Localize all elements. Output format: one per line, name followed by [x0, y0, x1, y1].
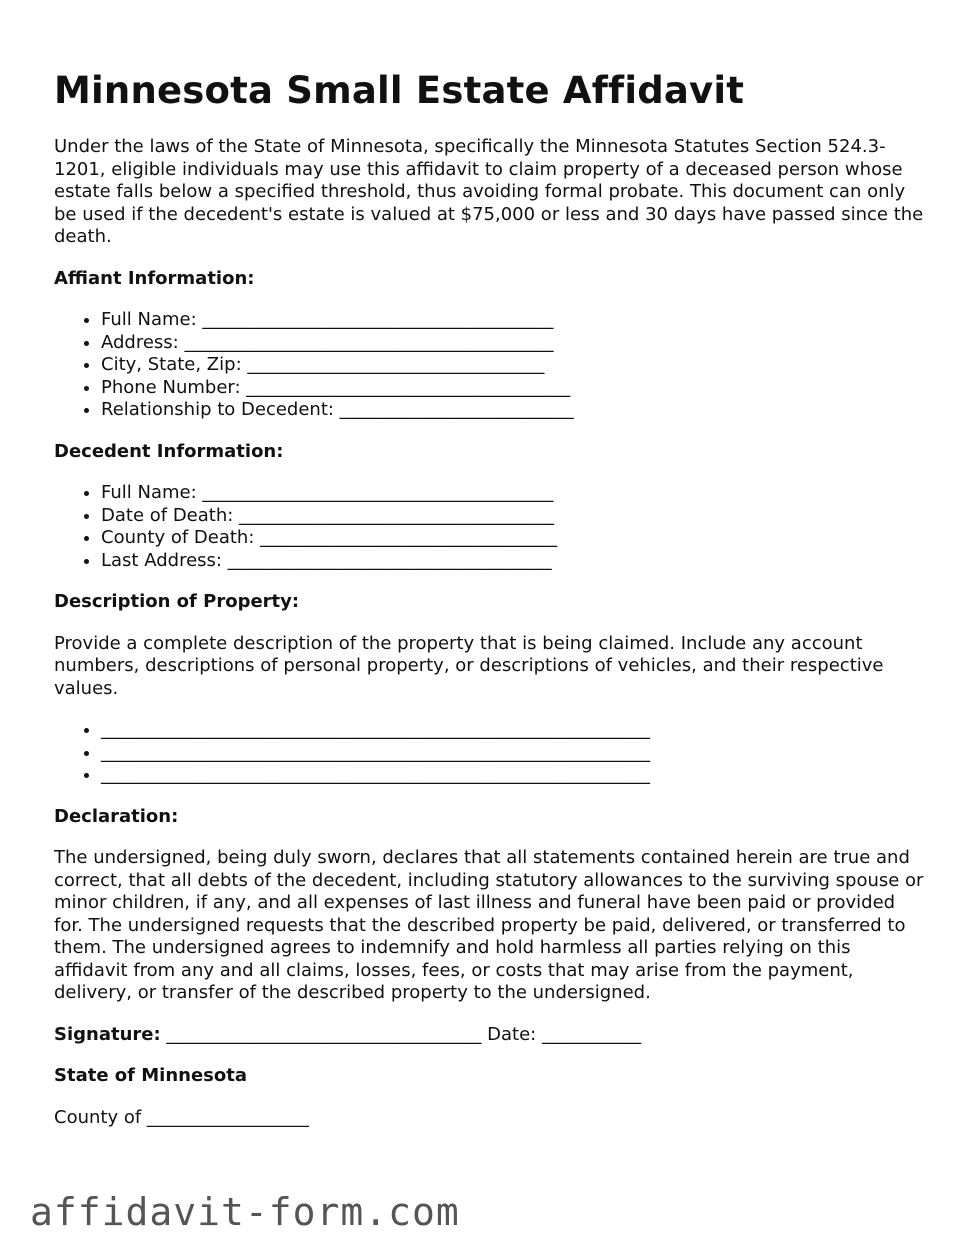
affiant-heading: Affiant Information: [54, 267, 255, 289]
intro-paragraph: Under the laws of the State of Minnesota, specifically the Minnesota Statutes Section 524.3-1201, eligible individuals may use this affidavit to claim property of a deceased person whose estate falls below a specified threshold, thus avoiding formal probate. This document can only be used if the decedent's estate is valued at $75,000 or less and 30 days have passed since the death. [54, 136, 924, 247]
affiant-phone-field[interactable]: • Phone Number: ____________________________________ [101, 377, 924, 400]
property-line-2[interactable]: • _____________________________________________________________ [101, 742, 924, 765]
date-label: Date: [487, 1023, 537, 1045]
watermark-logo: affidavit-form.com [30, 1190, 460, 1234]
document-page [54, 62, 924, 1148]
affiant-list [54, 309, 924, 422]
county-row [54, 1107, 924, 1130]
property-heading: Description of Property: [54, 591, 300, 612]
decedent-full-name-field[interactable]: • Full Name: _______________________________________ [101, 482, 924, 505]
decedent-heading: Decedent Information: [54, 440, 284, 462]
affiant-address-field[interactable]: • Address: _________________________________________ [101, 332, 924, 355]
affiant-relationship-field[interactable]: • Relationship to Decedent: __________________________ [101, 399, 924, 422]
affiant-full-name-field[interactable]: • Full Name: _______________________________________ [101, 309, 924, 332]
notary-state-heading: State of Minnesota [54, 1065, 248, 1086]
date-field[interactable]: ___________ [536, 1023, 641, 1045]
property-instructions: Provide a complete description of the property that is being claimed. Include any account numbers, descriptions of personal property, or descriptions of vehicles, and their respective values. [54, 632, 884, 699]
county-field[interactable]: __________________ [141, 1106, 309, 1128]
declaration-paragraph: The undersigned, being duly sworn, declares that all statements contained herein are true and correct, that all debts of the decedent, including statutory allowances to the surviving spouse or minor children, if any, and all expenses of last illness and funeral have been paid or provided for. The undersigned requests that the described property be paid, delivered, or transferred to them. The undersigned agrees to indemnify and hold harmless all parties relying on this affidavit from any and all claims, losses, fees, or costs that may arise from the payment, delivery, or transfer of the described property to the undersigned. [54, 847, 924, 1003]
decedent-date-of-death-field[interactable]: • Date of Death: ___________________________________ [101, 505, 924, 528]
affiant-city-state-zip-field[interactable]: • City, State, Zip: _________________________________ [101, 354, 924, 377]
decedent-last-address-field[interactable]: • Last Address: ____________________________________ [101, 550, 924, 573]
property-line-3[interactable]: • _____________________________________________________________ [101, 764, 924, 787]
property-list [54, 719, 924, 787]
county-label: County of [54, 1106, 142, 1128]
signature-label: Signature: [54, 1023, 161, 1045]
declaration-heading: Declaration: [54, 805, 179, 827]
signature-row [54, 1024, 924, 1047]
decedent-list [54, 482, 924, 572]
property-line-1[interactable]: • _____________________________________________________________ [101, 719, 924, 742]
signature-field[interactable]: ___________________________________ [160, 1023, 488, 1045]
decedent-county-of-death-field[interactable]: • County of Death: _________________________________ [101, 527, 924, 550]
document-title: Minnesota Small Estate Affidavit [54, 69, 745, 112]
